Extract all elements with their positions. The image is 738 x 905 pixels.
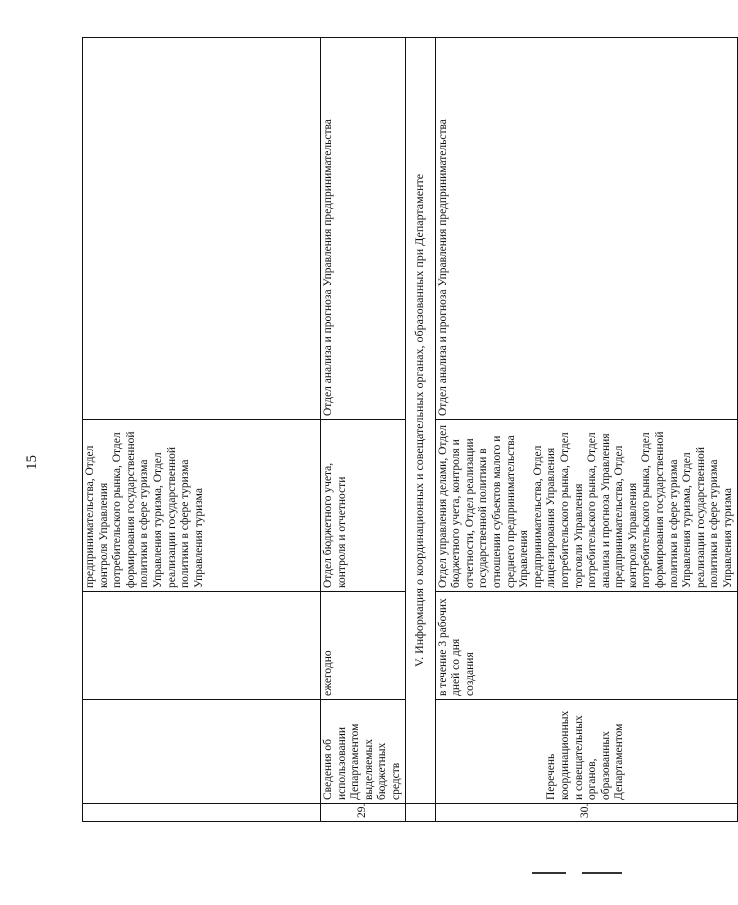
scan-mark <box>532 872 566 874</box>
row-number-cell <box>83 804 321 822</box>
scan-mark <box>582 872 622 874</box>
coordinator-cell: Отдел анализа и прогноза Управления предпринимательства <box>435 38 737 420</box>
document-page <box>82 38 735 822</box>
row-number-cell: 29. <box>321 804 406 822</box>
table-row <box>321 38 406 822</box>
period-cell: ежегодно <box>321 592 406 700</box>
document-name-cell: Перечень координационных и совещательных органов, образованных Департаментом <box>435 700 737 804</box>
coordinator-cell <box>83 38 321 420</box>
section-title: V. Информация о координационных и совещательных органах, образованных при Департаменте <box>405 38 435 804</box>
section-row <box>405 38 435 822</box>
table-row <box>83 38 321 822</box>
information-table <box>82 37 738 822</box>
document-name-cell: Сведения об использовании Департаментом выделяемых бюджетных средств <box>321 700 406 804</box>
responsible-cell: предпринимательства, Отдел контроля Управления потребительского рынка, Отдел формирования государственной политики в сфере туризма Управления туризма, Отдел реализации государственной политики в сфере туризма Управления туризма <box>83 420 321 592</box>
page-number: 15 <box>24 455 40 470</box>
responsible-cell: Отдел бюджетного учета, контроля и отчетности <box>321 420 406 592</box>
table-row <box>435 38 737 822</box>
period-cell: в течение 3 рабочих дней со дня создания <box>435 592 737 700</box>
document-name-cell <box>83 700 321 804</box>
row-number-cell: 30. <box>435 804 737 822</box>
coordinator-cell: Отдел анализа и прогноза Управления предпринимательства <box>321 38 406 420</box>
period-cell <box>83 592 321 700</box>
responsible-cell: Отдел управления делами, Отдел бюджетного учета, контроля и отчетности, Отдел реализации государственной политики в отношении субъектов малого и среднего предпринимательства Управления предпринимательства, Отдел лицензирования Управления потребительского рынка, Отдел торговли Управления потребительского рынка, Отдел анализа и прогноза Управления предпринимательства, Отдел контроля Управления потребительского рынка, Отдел формирования государственной политики в сфере туризма Управления туризма, Отдел реализации государственной политики в сфере туризма Управления туризма <box>435 420 737 592</box>
